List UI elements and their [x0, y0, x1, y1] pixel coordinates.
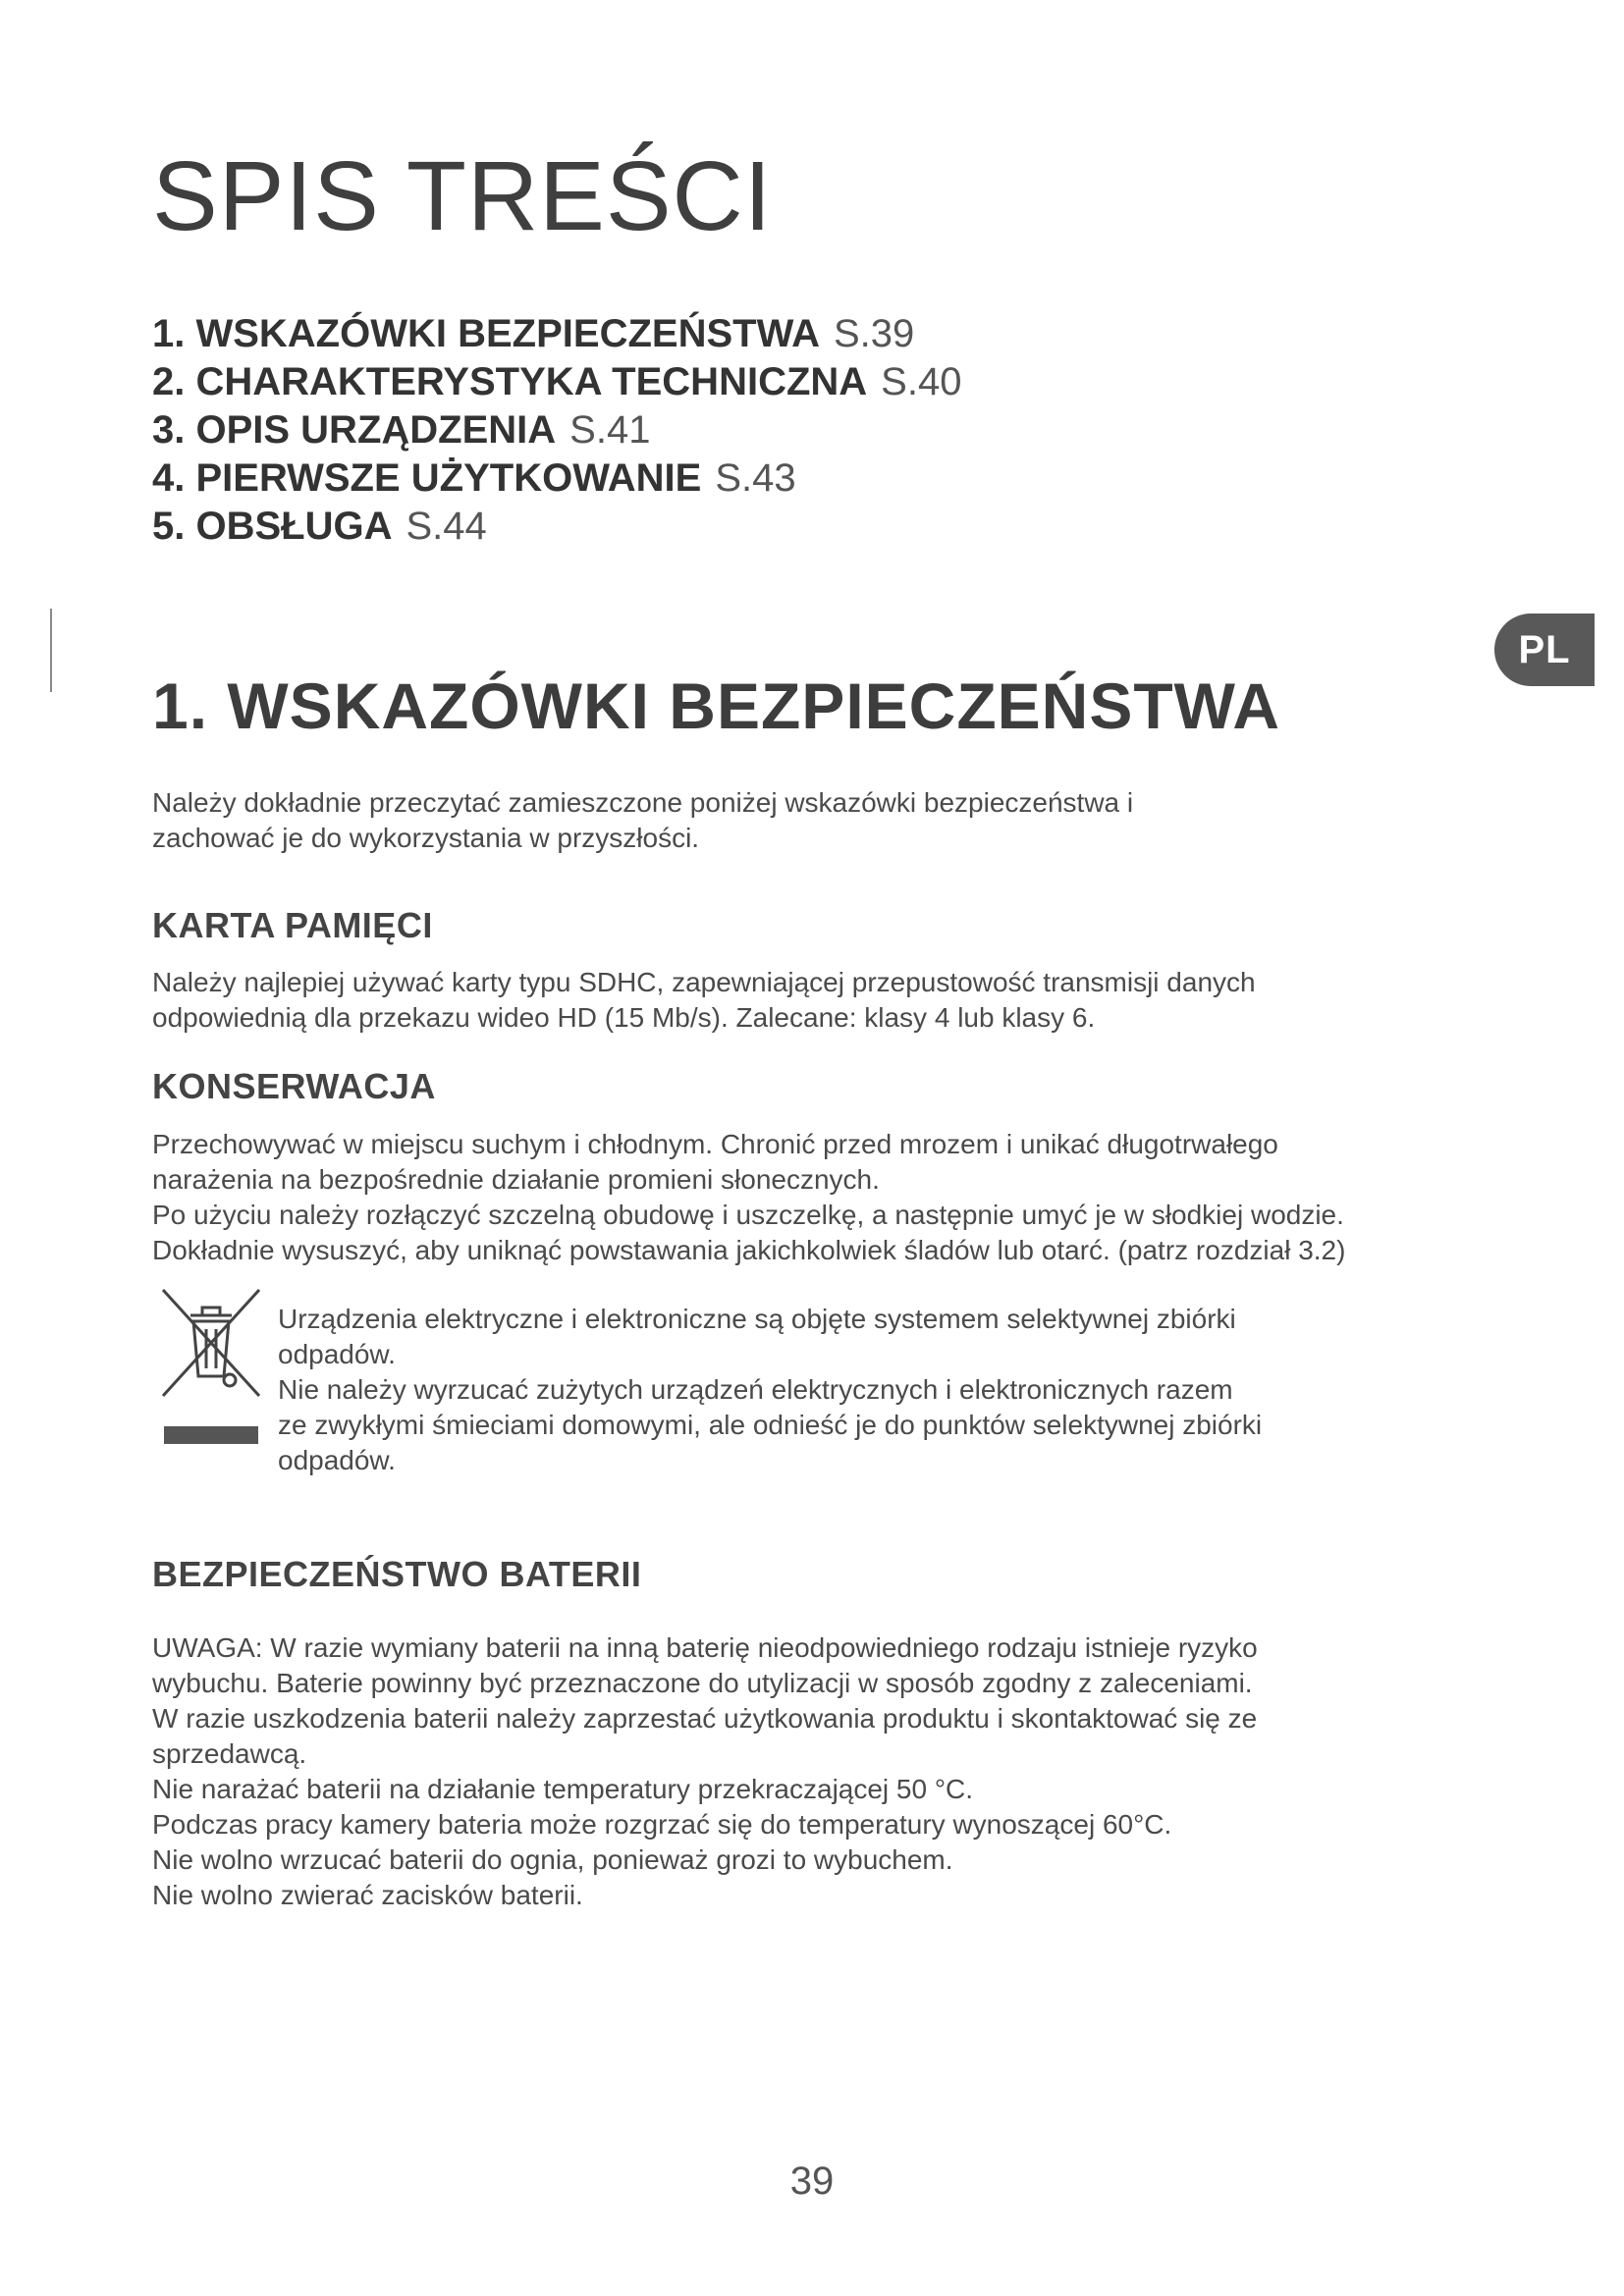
text-line: W razie uszkodzenia baterii należy zaprzestać użytkowania produktu i skontaktować się ze — [152, 1703, 1258, 1734]
text-line: odpadów. — [278, 1339, 396, 1369]
page-number: 39 — [789, 2160, 835, 2203]
battery-heading: BEZPIECZEŃSTWO BATERII — [152, 1554, 642, 1594]
text-line: UWAGA: W razie wymiany baterii na inną baterię nieodpowiedniego rodzaju istnieje ryzyko — [152, 1632, 1258, 1663]
text-line: Podczas pracy kamery bateria może rozgrzać się do temperatury wynoszącej 60°C. — [152, 1809, 1172, 1840]
weee-text — [278, 1302, 1358, 1478]
margin-divider — [50, 609, 52, 692]
toc-item[interactable] — [152, 310, 961, 358]
text-line: ze zwykłymi śmieciami domowymi, ale odnieść je do punktów selektywnej zbiórki — [278, 1410, 1263, 1440]
memory-card-text — [152, 965, 1448, 1036]
weee-bar — [164, 1426, 258, 1444]
table-of-contents — [152, 310, 961, 551]
toc-item-label: 5. OBSŁUGA — [152, 505, 393, 548]
toc-item-page: S.39 — [834, 312, 915, 355]
maintenance-text — [152, 1127, 1448, 1268]
section-title: 1. WSKAZÓWKI BEZPIECZEŃSTWA — [152, 669, 1280, 742]
toc-item-page: S.44 — [406, 505, 487, 548]
text-line: odpadów. — [278, 1445, 396, 1475]
memory-card-heading: KARTA PAMIĘCI — [152, 905, 433, 945]
text-line: sprzedawcą. — [152, 1738, 307, 1769]
toc-item[interactable] — [152, 358, 961, 406]
toc-item[interactable] — [152, 503, 961, 551]
toc-item-page: S.43 — [715, 456, 796, 500]
text-line: Nie narażać baterii na działanie temperatury przekraczającej 50 °C. — [152, 1774, 974, 1804]
text-line: narażenia na bezpośrednie działanie promieni słonecznych. — [152, 1164, 880, 1195]
text-line: Przechowywać w miejscu suchym i chłodnym. Chronić przed mrozem i unikać długotrwałego — [152, 1129, 1278, 1159]
crossed-out-bin-icon — [157, 1286, 265, 1404]
text-line: zachować je do wykorzystania w przyszłości. — [152, 823, 700, 853]
text-line: wybuchu. Baterie powinny być przeznaczone do utylizacji w sposób zgodny z zaleceniami. — [152, 1668, 1253, 1698]
toc-item[interactable] — [152, 454, 961, 503]
text-line: Należy najlepiej używać karty typu SDHC, zapewniającej przepustowość transmisji danych — [152, 967, 1256, 997]
text-line: Nie należy wyrzucać zużytych urządzeń elektrycznych i elektronicznych razem — [278, 1374, 1233, 1405]
toc-item-page: S.41 — [569, 408, 651, 452]
section-intro — [152, 785, 1448, 856]
language-tab: PL — [1494, 614, 1595, 686]
text-line: Dokładnie wysuszyć, aby uniknąć powstawania jakichkolwiek śladów lub otarć. (patrz rozdział 3.2) — [152, 1235, 1346, 1265]
toc-item-label: 4. PIERWSZE UŻYTKOWANIE — [152, 456, 702, 500]
toc-item-page: S.40 — [881, 360, 962, 403]
battery-text — [152, 1630, 1448, 1913]
text-line: Urządzenia elektryczne i elektroniczne są objęte systemem selektywnej zbiórki — [278, 1304, 1236, 1334]
text-line: Nie wolno zwierać zacisków baterii. — [152, 1880, 583, 1910]
toc-title: SPIS TREŚCI — [152, 141, 773, 251]
toc-item-label: 1. WSKAZÓWKI BEZPIECZEŃSTWA — [152, 312, 820, 355]
toc-item-label: 3. OPIS URZĄDZENIA — [152, 408, 557, 452]
text-line: Należy dokładnie przeczytać zamieszczone poniżej wskazówki bezpieczeństwa i — [152, 787, 1134, 818]
maintenance-heading: KONSERWACJA — [152, 1066, 436, 1106]
text-line: Po użyciu należy rozłączyć szczelną obudowę i uszczelkę, a następnie umyć je w słodkiej wodzie. — [152, 1200, 1344, 1230]
toc-item-label: 2. CHARAKTERYSTYKA TECHNICZNA — [152, 360, 868, 403]
toc-item[interactable] — [152, 406, 961, 454]
text-line: Nie wolno wrzucać baterii do ognia, ponieważ grozi to wybuchem. — [152, 1844, 953, 1875]
text-line: odpowiednią dla przekazu wideo HD (15 Mb/s). Zalecane: klasy 4 lub klasy 6. — [152, 1002, 1096, 1033]
